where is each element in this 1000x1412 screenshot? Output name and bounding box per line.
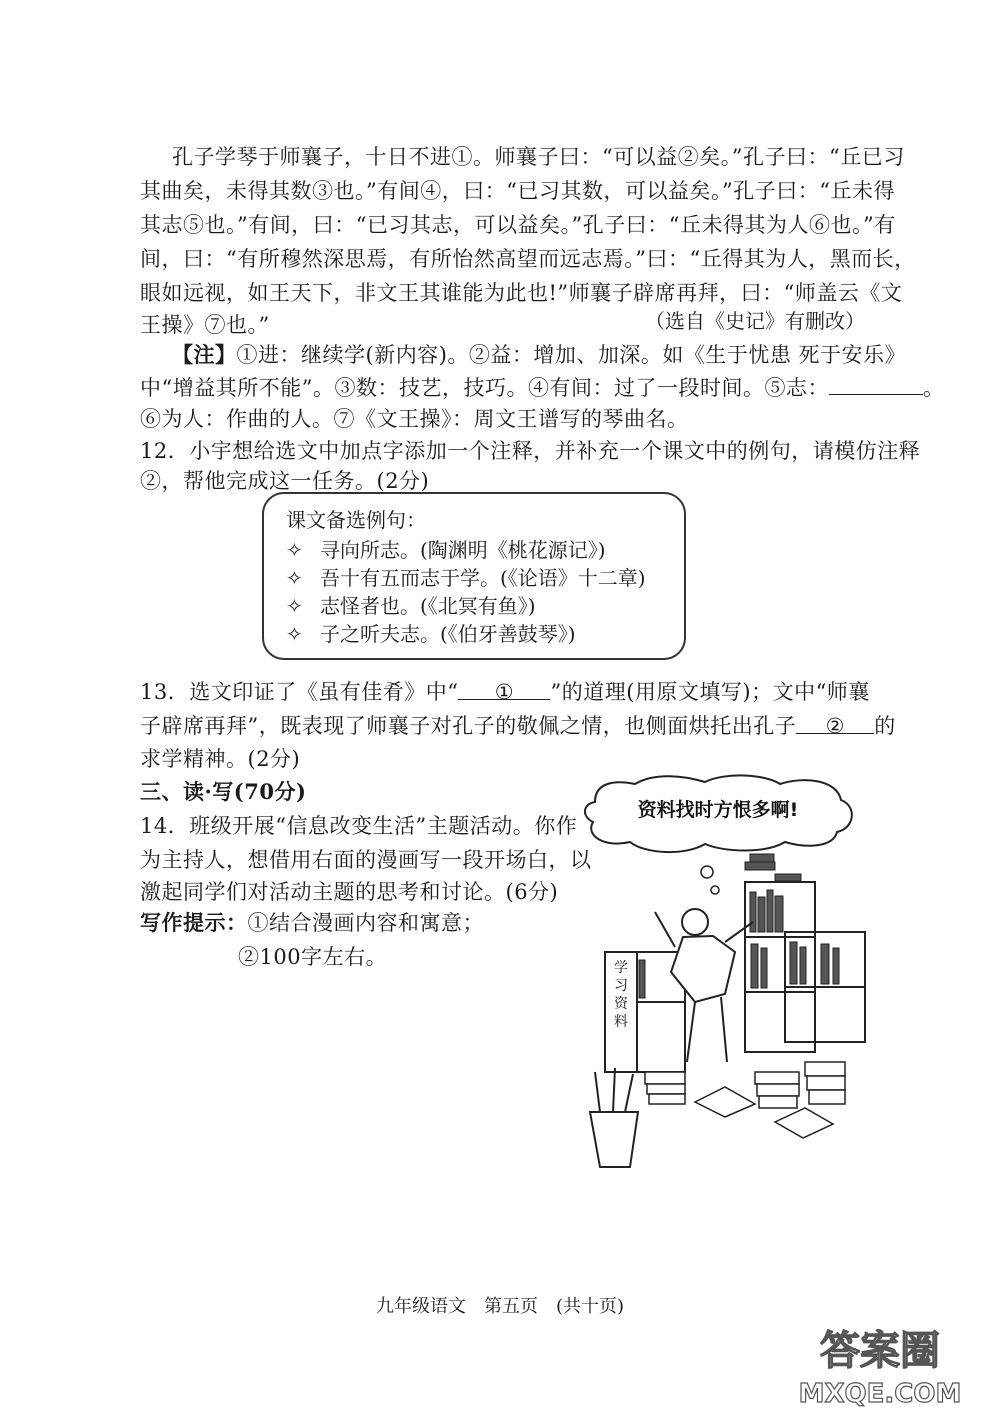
q14-line-3: 激起同学们对活动主题的思考和讨论。(6分): [140, 880, 559, 904]
notes-text-2-end: 。: [922, 376, 945, 400]
cartoon-illustration: [575, 772, 875, 1172]
q13-text-2b: 的: [874, 714, 896, 738]
page-footer: 九年级语文 第五页 (共十页): [375, 1296, 625, 1317]
q13-line-2: [140, 711, 896, 741]
bullet-icon: ✧: [286, 622, 303, 646]
notes-text-2: 中“增益其所不能”。③数：技艺，技巧。④有间：过了一段时间。⑤志：: [140, 376, 829, 400]
passage-source: （选自《史记》有删改）: [645, 309, 865, 333]
q13-line-3: 求学精神。(2分): [140, 747, 301, 771]
passage-line-4: 间，曰：“有所穆然深思焉，有所怡然高望而远志焉。”曰：“丘得其为人，黑而长，: [140, 247, 916, 271]
watermark-title: 答案圈: [820, 1328, 940, 1374]
book-label: 学习资料: [614, 960, 628, 1030]
passage-line-1: 孔子学琴于师襄子，十日不进①。师襄子曰：“可以益②矣。”孔子曰：“丘已习: [172, 145, 905, 169]
q13-blank-1[interactable]: ①: [458, 677, 550, 700]
example-2: [286, 564, 646, 592]
notes-label: 【注】: [172, 342, 237, 367]
example-text: 志怪者也。(《北冥有鱼》): [320, 594, 536, 618]
q13-line-1: [140, 677, 870, 707]
q13-blank-2[interactable]: ②: [796, 711, 874, 734]
q13-text-2a: 子辟席再拜”，既表现了师襄子对孔子的敬佩之情，也侧面烘托出孔子: [140, 714, 797, 738]
notes-line-2: [140, 372, 944, 403]
notes-line-1: [172, 340, 906, 370]
example-sentences-box: [262, 492, 686, 660]
section-3-title: 三、读·写(70分): [140, 779, 307, 804]
q14-hint-line-1: [140, 908, 484, 938]
passage-line-2: 其曲矣，未得其数③也。”有间④，曰：“已习其数，可以益矣。”孔子曰：“丘未得: [140, 179, 895, 203]
hint-label: 写作提示：: [140, 910, 248, 935]
q12-line-2: ②，帮他完成这一任务。(2分): [140, 469, 430, 493]
q12-line-1: 12．小宇想给选文中加点字添加一个注释，并补充一个课文中的例句，请模仿注释: [140, 439, 921, 463]
passage-line-3: 其志⑤也。”有间，曰：“已习其志，可以益矣。”孔子曰：“丘未得其为人⑥也。”有: [140, 213, 896, 237]
bullet-icon: ✧: [286, 594, 303, 618]
bullet-icon: ✧: [286, 538, 303, 562]
book-pile: [645, 1062, 845, 1138]
person-figure: [655, 909, 753, 1062]
pencil-cup: [590, 1068, 638, 1167]
example-3: [286, 592, 536, 620]
notes-line-3: ⑥为人：作曲的人。⑦《文王操》：周文王谱写的琴曲名。: [140, 407, 689, 431]
example-text: 子之听夫志。(《伯牙善鼓琴》): [320, 622, 576, 646]
q13-text-1a: 13．选文印证了《虽有佳肴》中“: [140, 680, 459, 704]
speech-text: 资料找时方恨多啊!: [637, 799, 799, 821]
bullet-icon: ✧: [286, 566, 303, 590]
box-title: 课文备选例句：: [286, 508, 426, 532]
passage-line-6: 王操》⑦也。”: [140, 313, 270, 337]
watermark-url: MXQE.COM: [798, 1379, 962, 1408]
example-1: [286, 536, 606, 564]
q14-hint-2: ②100字左右。: [238, 945, 388, 969]
q13-text-1b: ”的道理(用原文填写)；文中“师襄: [550, 680, 870, 704]
example-text: 吾十有五而志于学。(《论语》十二章): [320, 566, 646, 590]
example-4: [286, 620, 576, 648]
watermark-logo: [790, 1318, 970, 1408]
note5-blank[interactable]: [829, 372, 923, 395]
notes-text-1: ①进：继续学(新内容)。②益：增加、加深。如《生于忧患 死于安乐》: [236, 343, 907, 367]
example-text: 寻向所志。(陶渊明《桃花源记》): [320, 538, 606, 562]
q14-line-1: 14．班级开展“信息改变生活”主题活动。你作: [140, 814, 578, 838]
hint-1: ①结合漫画内容和寓意；: [247, 911, 484, 935]
q14-line-2: 为主持人，想借用右面的漫画写一段开场白，以: [140, 848, 592, 872]
passage-line-5: 眼如远视，如王天下，非文王其谁能为此也!”师襄子辟席再拜，曰：“师盖云《文: [140, 281, 903, 305]
